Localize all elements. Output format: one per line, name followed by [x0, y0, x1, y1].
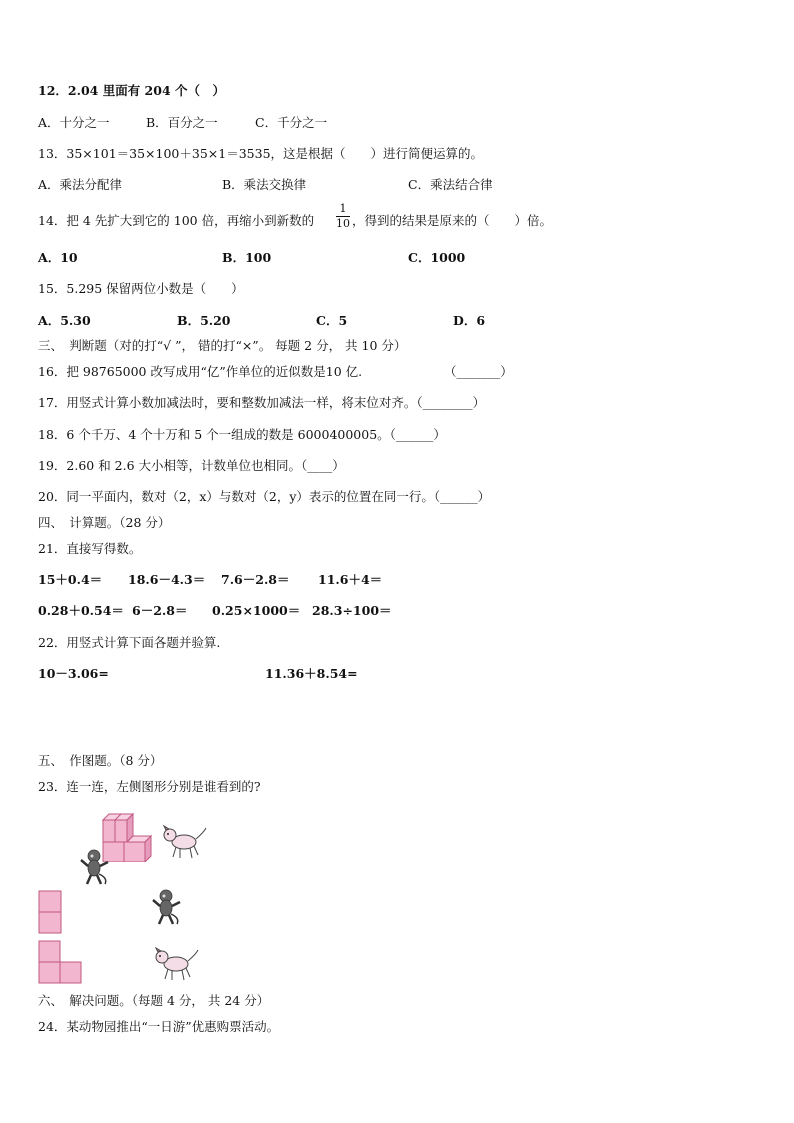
view-shape-vertical-two [38, 890, 64, 934]
question-24: 24．某动物园推出“一日游”优惠购票活动。 [38, 1019, 280, 1034]
q14-option-c: C．1000 [408, 250, 466, 265]
question-23: 23．连一连，左侧图形分别是谁看到的? [38, 779, 261, 794]
question-19: 19．2.60 和 2.6 大小相等，计数单位也相同。（____） [38, 458, 345, 473]
question-12: 12．2.04 里面有 204 个（ ） [38, 83, 225, 98]
q15-option-d: D．6 [453, 313, 486, 328]
q12-option-b: B．百分之一 [146, 115, 218, 130]
q15-option-c: C．5 [316, 313, 348, 328]
monkey-icon [78, 848, 114, 886]
dog-icon [160, 824, 208, 860]
q15-option-b: B．5.20 [177, 313, 231, 328]
question-21: 21．直接写得数。 [38, 541, 142, 556]
section-6-heading: 六、 解决问题。（每题 4 分， 共 24 分） [38, 993, 270, 1008]
fraction-one-tenth [336, 203, 350, 230]
vertical-calc-item: 10－3.06= [38, 666, 109, 681]
q15-option-a: A．5.30 [38, 313, 91, 328]
calc-item: 28.3÷100＝ [312, 603, 392, 618]
q14-option-b: B．100 [222, 250, 272, 265]
q12-option-c: C．千分之一 [255, 115, 328, 130]
calc-item: 6－2.8＝ [132, 603, 188, 618]
q14-option-a: A．10 [38, 250, 78, 265]
q13-option-c: C．乘法结合律 [408, 177, 493, 192]
fraction-denominator: 10 [336, 217, 350, 230]
question-17: 17．用竖式计算小数加减法时，要和整数加减法一样，将末位对齐。（________） [38, 395, 486, 410]
question-22: 22．用竖式计算下面各题并验算. [38, 635, 221, 650]
dog-icon [152, 946, 200, 982]
calc-item: 18.6－4.3＝ [128, 572, 206, 587]
fraction-numerator: 1 [339, 202, 347, 215]
calc-item: 0.28＋0.54＝ [38, 603, 124, 618]
question-18: 18．6 个千万、4 个十万和 5 个一组成的数是 6000400005。（______） [38, 427, 446, 442]
calc-item: 15＋0.4＝ [38, 572, 103, 587]
section-5-heading: 五、 作图题。（8 分） [38, 753, 163, 768]
q12-option-a: A．十分之一 [38, 115, 110, 130]
question-14-part-a: 14．把 4 先扩大到它的 100 倍，再缩小到新数的 [38, 213, 315, 228]
q13-option-b: B．乘法交换律 [222, 177, 307, 192]
calc-item: 0.25×1000＝ [212, 603, 301, 618]
question-20: 20．同一平面内，数对（2，x）与数对（2，y）表示的位置在同一行。（______） [38, 489, 491, 504]
vertical-calc-item: 11.36＋8.54= [265, 666, 358, 681]
q13-option-a: A．乘法分配律 [38, 177, 123, 192]
calc-item: 7.6－2.8＝ [221, 572, 290, 587]
question-16: 16．把 98765000 改写成用“亿”作单位的近似数是10 亿. [38, 364, 363, 379]
calc-item: 11.6＋4＝ [318, 572, 383, 587]
question-15: 15．5.295 保留两位小数是（ ） [38, 281, 244, 296]
q16-answer-blank: （_______） [444, 364, 513, 379]
section-3-heading: 三、 判断题（对的打“√ ”， 错的打“×”。 每题 2 分， 共 10 分） [38, 338, 407, 353]
monkey-icon [150, 888, 186, 926]
question-14-part-b: ，得到的结果是原来的（ ）倍。 [352, 213, 553, 228]
question-13: 13．35×101＝35×100＋35×1＝3535，这是根据（ ）进行简便运算的。 [38, 146, 484, 161]
section-4-heading: 四、 计算题。（28 分） [38, 515, 171, 530]
view-shape-l [38, 940, 84, 984]
